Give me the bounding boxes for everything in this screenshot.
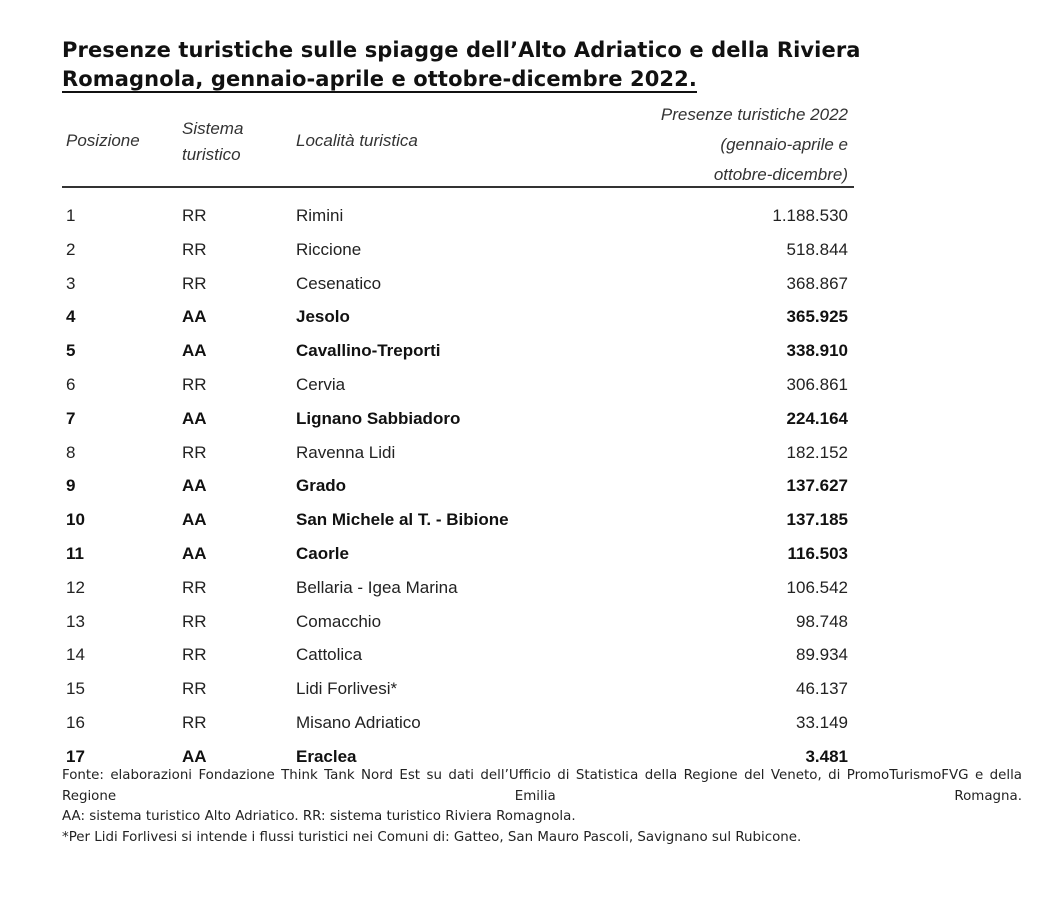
cell-presences: 106.542 (786, 577, 848, 597)
cell-presences: 306.861 (786, 374, 848, 394)
cell-system: RR (182, 442, 207, 462)
cell-system: RR (182, 206, 207, 225)
cell-position: 17 (66, 746, 85, 766)
cell-locality: Cesenatico (296, 273, 382, 293)
table-row (62, 707, 854, 741)
cell-position: 8 (66, 442, 76, 462)
title-line-1: Presenze turistiche sulle spiagge dell’Alto Adriatico e della Riviera (62, 38, 861, 62)
cell-position: 13 (66, 611, 85, 631)
header-presences-line-3: ottobre-dicembre) (713, 165, 848, 184)
table-header (62, 98, 854, 188)
cell-locality: Ravenna Lidi (296, 442, 396, 462)
header-presences-line-1: Presenze turistiche 2022 (660, 105, 848, 124)
table-row (62, 437, 854, 471)
cell-system: AA (182, 476, 207, 496)
cell-position: 12 (66, 577, 85, 597)
cell-locality: Riccione (296, 239, 362, 259)
cell-locality: Eraclea (296, 746, 357, 766)
cell-position: 15 (66, 679, 85, 699)
table-body (62, 188, 854, 775)
presences-table (62, 98, 854, 775)
cell-position: 16 (66, 712, 85, 732)
cell-presences: 116.503 (787, 543, 848, 563)
cell-position: 14 (66, 645, 85, 665)
table-row (62, 673, 854, 707)
table-row (62, 335, 854, 369)
cell-system: AA (182, 510, 207, 530)
footnote: *Per Lidi Forlivesi si intende i flussi turistici nei Comuni di: Gatteo, San Mauro Pascoli, Savignano sul Rubicone. (62, 829, 802, 845)
cell-presences: 89.934 (796, 645, 848, 665)
cell-position: 3 (66, 273, 76, 293)
cell-position: 1 (66, 206, 76, 225)
header-system-line-1: Sistema (182, 119, 244, 138)
table-row (62, 538, 854, 572)
title-line-2: Romagnola, gennaio-aprile e ottobre-dicembre 2022. (62, 67, 697, 91)
cell-locality: Jesolo (296, 307, 350, 327)
header-presences (661, 100, 848, 190)
cell-locality: Bellaria - Igea Marina (296, 577, 458, 597)
cell-presences: 338.910 (786, 341, 848, 361)
cell-presences: 182.152 (786, 442, 848, 462)
cell-locality: Comacchio (296, 611, 382, 631)
cell-system: RR (182, 645, 207, 665)
cell-presences: 224.164 (786, 408, 848, 428)
cell-locality: Cavallino-Treporti (296, 341, 441, 361)
cell-system: RR (182, 239, 207, 259)
cell-locality: Lignano Sabbiadoro (296, 408, 461, 428)
cell-position: 5 (66, 341, 76, 361)
cell-system: RR (182, 577, 207, 597)
cell-locality: Cervia (296, 374, 346, 394)
cell-locality: San Michele al T. - Bibione (296, 510, 509, 530)
table-row (62, 504, 854, 538)
cell-presences: 137.627 (786, 476, 848, 496)
cell-system: RR (182, 611, 207, 631)
cell-system: RR (182, 712, 207, 732)
table-row (62, 200, 854, 234)
cell-system: RR (182, 679, 207, 699)
table-row (62, 606, 854, 640)
header-presences-line-2: (gennaio-aprile e (720, 135, 848, 154)
cell-presences: 3.481 (805, 746, 848, 766)
header-locality: Località turistica (296, 131, 418, 150)
cell-presences: 98.748 (796, 611, 848, 631)
cell-position: 9 (66, 476, 76, 496)
header-position: Posizione (66, 131, 140, 150)
cell-presences: 46.137 (796, 679, 848, 699)
header-system-line-2: turistico (182, 145, 241, 164)
table-row (62, 470, 854, 504)
cell-locality: Lidi Forlivesi* (296, 679, 398, 699)
cell-system: RR (182, 273, 207, 293)
cell-locality: Misano Adriatico (296, 712, 421, 732)
cell-locality: Cattolica (296, 645, 363, 665)
header-system (182, 116, 243, 168)
cell-system: AA (182, 307, 207, 327)
cell-locality: Grado (296, 476, 347, 496)
cell-position: 2 (66, 239, 76, 259)
cell-presences: 365.925 (786, 307, 848, 327)
cell-locality: Caorle (296, 543, 349, 563)
cell-position: 6 (66, 374, 76, 394)
cell-position: 10 (66, 510, 85, 530)
source-note: Fonte: elaborazioni Fondazione Think Tank Nord Est su dati dell’Ufficio di Statistica della Regione del Veneto, di PromoTurismoFVG e della Regione Emilia Romagna. (62, 768, 1022, 804)
table-row (62, 301, 854, 335)
table-row (62, 639, 854, 673)
cell-position: 11 (66, 543, 84, 563)
cell-system: AA (182, 408, 207, 428)
cell-system: AA (182, 341, 207, 361)
cell-presences: 137.185 (786, 510, 848, 530)
cell-locality: Rimini (296, 206, 344, 225)
cell-system: AA (182, 746, 207, 766)
cell-presences: 33.149 (796, 712, 848, 732)
cell-position: 4 (66, 307, 76, 327)
cell-position: 7 (66, 408, 76, 428)
table-row (62, 234, 854, 268)
table-row (62, 369, 854, 403)
table-row (62, 403, 854, 437)
table-row (62, 572, 854, 606)
cell-presences: 1.188.530 (772, 206, 848, 225)
table-row (62, 268, 854, 302)
cell-presences: 368.867 (786, 273, 848, 293)
cell-system: AA (182, 543, 207, 563)
legend-note: AA: sistema turistico Alto Adriatico. RR: sistema turistico Riviera Romagnola. (62, 809, 576, 824)
table-notes (62, 766, 1022, 848)
page-title (62, 36, 1032, 94)
cell-presences: 518.844 (786, 239, 848, 259)
cell-system: RR (182, 374, 207, 394)
